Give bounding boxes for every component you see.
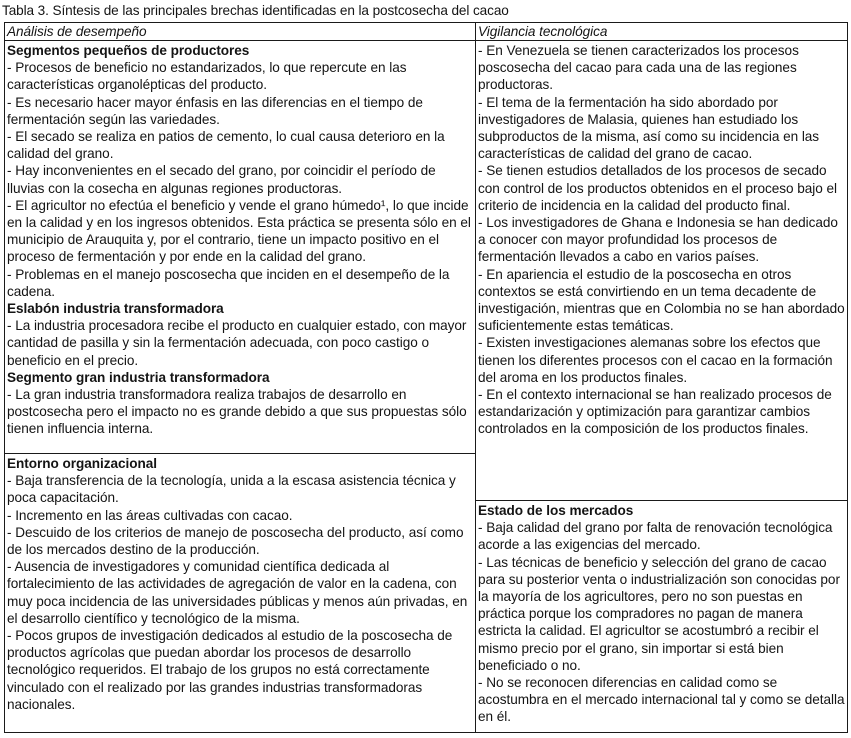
section-title: Entorno organizacional xyxy=(7,456,157,471)
brechas-table xyxy=(4,22,848,733)
header-analisis-desempeno: Análisis de desempeño xyxy=(7,24,147,39)
section-title: Segmento gran industria transformadora xyxy=(7,369,270,385)
list-item: - En apariencia el estudio de la poscosecha en otros contextos se está convirtiendo en un tema decadente de investigación, mientras que en Colombia no se han abordado suficientemente estas temáticas. xyxy=(478,266,845,334)
left-top-cell xyxy=(5,42,475,438)
list-item: - Baja transferencia de la tecnología, unida a la escasa asistencia técnica y poca capacitación. xyxy=(7,473,456,506)
header-vigilancia-tecnologica: Vigilancia tecnológica xyxy=(478,24,608,39)
list-item: - El tema de la fermentación ha sido abordado por investigadores de Malasia, quienes han estudiado los subproductos de la misma, así como su incidencia en las características de calidad del grano de cacao. xyxy=(478,94,820,162)
list-item: - Descuido de los criterios de manejo de poscosecha del producto, así como de los mercados destino de la producción. xyxy=(7,524,464,558)
section-title: Eslabón industria transformadora xyxy=(7,301,224,317)
left-bottom-cell xyxy=(5,455,475,713)
list-item: - En Venezuela se tienen caracterizados los procesos poscosecha del cacao para cada una de las regiones productoras. xyxy=(478,43,799,93)
left-section-divider xyxy=(5,453,476,454)
list-item: - Incremento en las áreas cultivadas con cacao. xyxy=(7,507,293,523)
list-item: - La industria procesadora recibe el producto en cualquier estado, con mayor cantidad de pasilla y sin la fermentación adecuada, con poco castigo o beneficio en el precio. xyxy=(7,318,467,368)
section-title: Estado de los mercados xyxy=(478,503,634,518)
list-item: - En el contexto internacional se han realizado procesos de estandarización y optimización para garantizar cambios controlados en la composición de los productos finales. xyxy=(478,387,832,437)
list-item: - No se reconocen diferencias en calidad como se acostumbra en el mercado internacional tal y como se detalla en él. xyxy=(478,675,845,725)
list-item: - Baja calidad del grano por falta de renovación tecnológica acorde a las exigencias del mercado. xyxy=(478,520,833,553)
list-item: - Es necesario hacer mayor énfasis en las diferencias en el tiempo de fermentación según las variedades. xyxy=(7,94,423,127)
right-section-divider xyxy=(475,500,847,501)
list-item: - El secado se realiza en patios de cemento, lo cual causa deterioro en la calidad del grano. xyxy=(7,129,445,162)
list-item: - La gran industria transformadora realiza trabajos de desarrollo en postcosecha pero el impacto no es grande debido a que sus propuestas sólo tienen influencia interna. xyxy=(7,387,467,437)
list-item: - Se tienen estudios detallados de los procesos de secado con control de los productos obtenidos en el proceso bajo el criterio de incidencia en la calidad del producto final. xyxy=(478,163,837,213)
table-caption: Tabla 3. Síntesis de las principales brechas identificadas en la postcosecha del cacao xyxy=(2,3,509,18)
list-item: - Existen investigaciones alemanas sobre los efectos que tienen los diferentes procesos con el cacao en la formación del aroma en los productos finales. xyxy=(478,335,833,385)
section-title: Segmentos pequeños de productores xyxy=(7,43,250,58)
list-item: - El agricultor no efectúa el beneficio y vende el grano húmedo¹, lo que incide en la calidad y en los ingresos obtenidos. Esta práctica se presenta sólo en el municipio de Arauquita y, por el contrario, tiene un impacto positivo en el proceso de fermentación y por ende en la calidad del grano. xyxy=(7,197,471,265)
right-top-cell xyxy=(476,42,848,438)
list-item: - Los investigadores de Ghana e Indonesia se han dedicado a conocer con mayor profundidad los procesos de fermentación llevados a cabo en varios países. xyxy=(478,215,838,265)
right-bottom-cell xyxy=(476,502,848,726)
list-item: - Problemas en el manejo poscosecha que inciden en el desempeño de la cadena. xyxy=(7,266,450,299)
list-item: - Las técnicas de beneficio y selección del grano de cacao para su posterior venta o industrialización son conocidas por la mayoría de los agricultores, pero no son puestas en práctica porque los compradores no pagan de manera estricta la calidad. El agricultor se acostumbró a recibir el mismo precio por el grano, sin importar si está bien beneficiado o no. xyxy=(478,554,840,673)
list-item: - Procesos de beneficio no estandarizados, lo que repercute en las características organolépticas del producto. xyxy=(7,60,407,93)
list-item: - Hay inconvenientes en el secado del grano, por coincidir el período de lluvias con la cosecha en algunas regiones productoras. xyxy=(7,163,436,196)
list-item: - Ausencia de investigadores y comunidad científica dedicada al fortalecimiento de las actividades de agregación de valor en la cadena, con muy poca incidencia de las universidades públicas y menos aún privadas, en el desarrollo científico y tecnológico de la misma. xyxy=(7,559,468,626)
list-item: - Pocos grupos de investigación dedicados al estudio de la poscosecha de productos agrícolas que puedan abordar los procesos de desarrollo tecnológico requeridos. El trabajo de los grupos no está correctamente vinculado con el realizado por las grandes industrias transformadoras nacionales. xyxy=(7,628,453,712)
